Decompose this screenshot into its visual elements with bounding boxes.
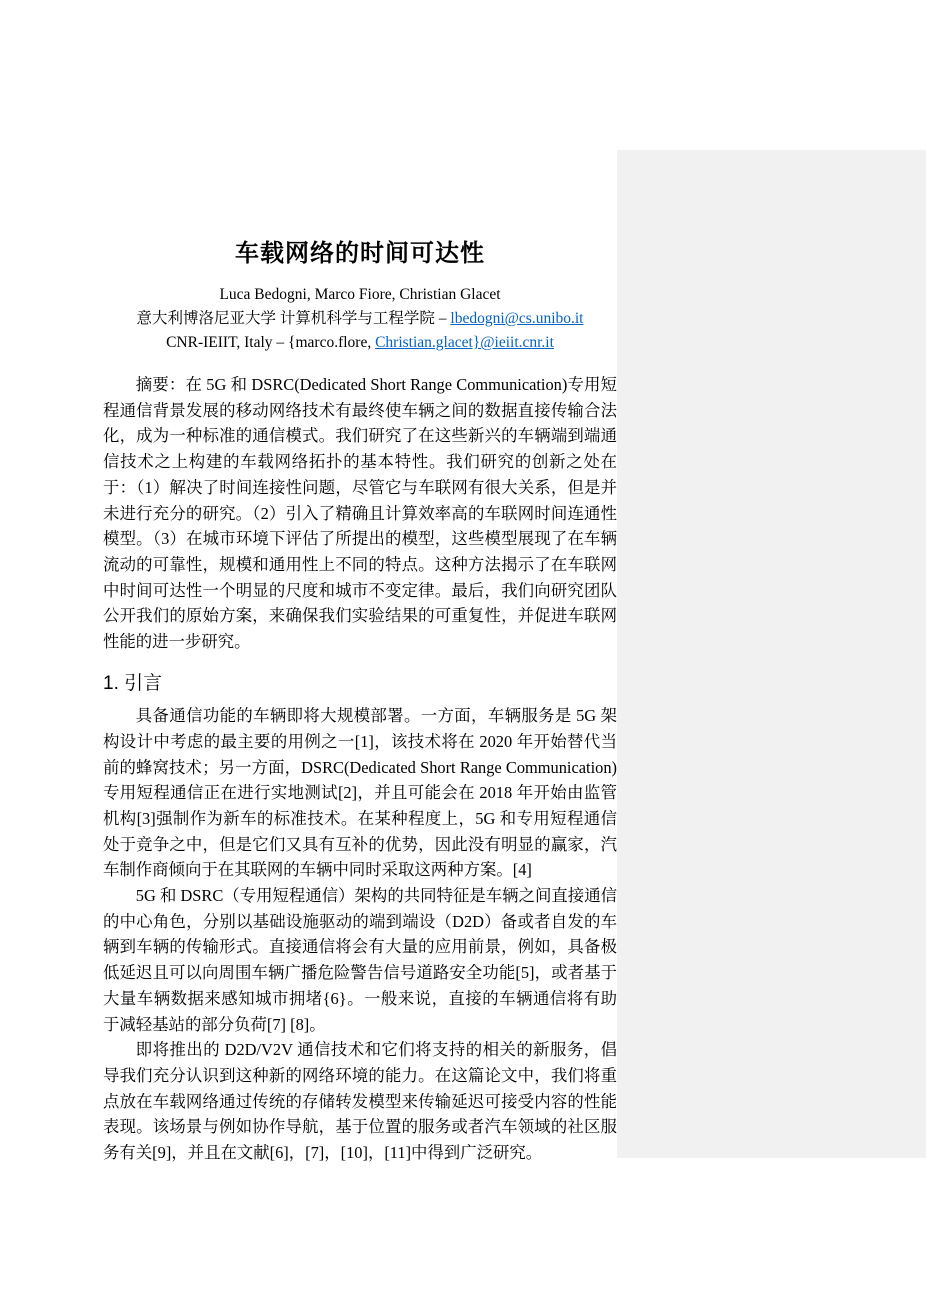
- section-heading-introduction: 1. 引言: [103, 673, 163, 695]
- email-link-ieiit[interactable]: Christian.glacet}@ieiit.cnr.it: [375, 334, 554, 351]
- intro-paragraph-2: 5G 和 DSRC（专用短程通信）架构的共同特征是车辆之间直接通信的中心角色，分别以基础设施驱动的端到端设（D2D）备或者自发的车辆到车辆的传输形式。直接通信将会有大量的应用前景，例如，具备极低延迟且可以向周围车辆广播危险警告信号道路安全功能[5]，或者基于大量车辆数据来感知城市拥堵{6}。一般来说，直接的车辆通信将有助于减轻基站的部分负荷[7] [8]。: [103, 886, 617, 1034]
- email-link-unibo[interactable]: lbedogni@cs.unibo.it: [450, 310, 584, 327]
- affiliation-1-text: 意大利博洛尼亚大学 计算机科学与工程学院 –: [136, 310, 451, 327]
- affiliation-line-1: [103, 307, 617, 331]
- abstract-paragraph: 摘要：在 5G 和 DSRC(Dedicated Short Range Communication)专用短程通信背景发展的移动网络技术有最终使车辆之间的数据直接传输合法化，成为一种标准的通信模式。我们研究了在这些新兴的车辆端到端通信技术之上构建的车载网络拓扑的基本特性。我们研究的创新之处在于：（1）解决了时间连接性问题，尽管它与车联网有很大关系，但是并未进行充分的研究。（2）引入了精确且计算效率高的车联网时间连通性模型。（3）在城市环境下评估了所提出的模型，这些模型展现了在车辆流动的可靠性，规模和通用性上不同的特点。这种方法揭示了在车联网中时间可达性一个明显的尺度和城市不变定律。最后，我们向研究团队公开我们的原始方案，来确保我们实验结果的可重复性，并促进车联网性能的进一步研究。: [103, 375, 617, 652]
- affiliation-2-text: CNR-IEIIT, Italy – {marco.flore,: [166, 334, 376, 351]
- affiliation-line-2: [103, 331, 617, 355]
- paper-authors: Luca Bedogni, Marco Fiore, Christian Glacet: [219, 286, 501, 303]
- document-content: [103, 0, 617, 1166]
- viewer-gray-region: [617, 150, 926, 1158]
- intro-paragraph-3: 即将推出的 D2D/V2V 通信技术和它们将支持的相关的新服务，倡导我们充分认识到这种新的网络环境的能力。在这篇论文中，我们将重点放在车载网络通过传统的存储转发模型来传输延迟可接受内容的性能表现。该场景与例如协作导航，基于位置的服务或者汽车领域的社区服务有关[9]，并且在文献[6]，[7]，[10]，[11]中得到广泛研究。: [103, 1040, 617, 1163]
- paper-title: 车载网络的时间可达性: [235, 240, 485, 267]
- intro-paragraph-1: 具备通信功能的车辆即将大规模部署。一方面，车辆服务是 5G 架构设计中考虑的最主要的用例之一[1]，该技术将在 2020 年开始替代当前的蜂窝技术；另一方面，DSRC(Dedicated Short Range Communication)专用短程通信正在进行实地测试[2]，并且可能会在 2018 年开始由监管机构[3]强制作为新车的标准技术。在某种程度上，5G 和专用短程通信处于竞争之中，但是它们又具有互补的优势，因此没有明显的赢家，汽车制作商倾向于在其联网的车辆中同时采取这两种方案。[4]: [103, 706, 617, 880]
